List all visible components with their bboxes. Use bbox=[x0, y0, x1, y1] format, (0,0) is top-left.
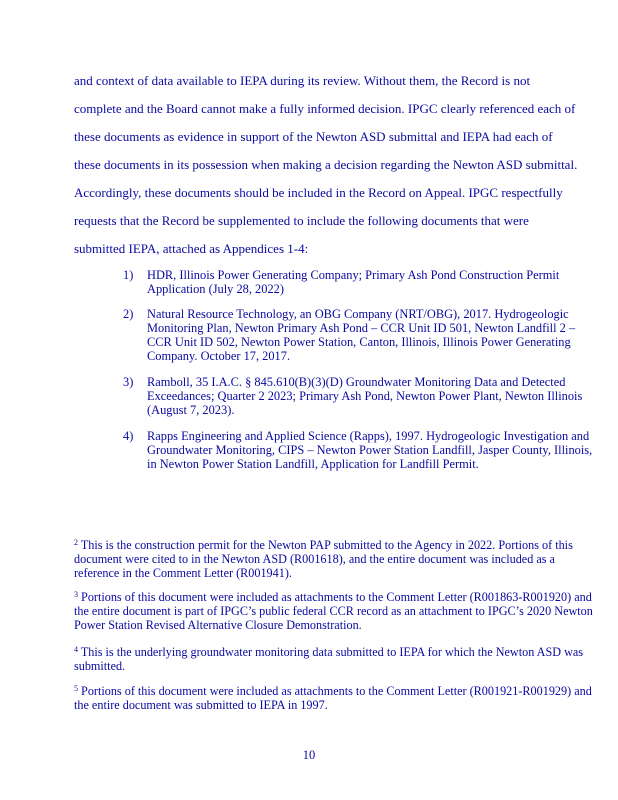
body-line: Accordingly, these documents should be included in the Record on Appeal. IPGC respectfully bbox=[74, 185, 563, 200]
list-number: 3) bbox=[123, 375, 134, 389]
footnote bbox=[74, 590, 594, 632]
list-number: 1) bbox=[123, 268, 134, 282]
footnote-text: This is the underlying groundwater monitoring data submitted to IEPA for which the Newton ASD was submitted. bbox=[74, 645, 584, 673]
body-line: complete and the Board cannot make a fully informed decision. IPGC clearly referenced each of bbox=[74, 101, 576, 116]
footnote-mark: 3 bbox=[74, 590, 78, 599]
footnote bbox=[74, 684, 594, 712]
list-number: 2) bbox=[123, 307, 134, 321]
list-text: HDR, Illinois Power Generating Company; Primary Ash Pond Construction Permit Application (July 28, 2022) bbox=[147, 268, 560, 296]
body-line: requests that the Record be supplemented to include the following documents that were bbox=[74, 213, 529, 228]
list-text: Natural Resource Technology, an OBG Company (NRT/OBG), 2017. Hydrogeologic Monitoring Plan, Newton Primary Ash Pond – CCR Unit ID 501, Newton Landfill 2 – CCR Unit ID 502, Newton Power Station, Canton, Illinois, Illinois Power Generating Company. October 17, 2017. bbox=[147, 307, 576, 363]
footnote-mark: 4 bbox=[74, 645, 78, 654]
body-line: and context of data available to IEPA during its review. Without them, the Record is not bbox=[74, 73, 531, 88]
list-text: Ramboll, 35 I.A.C. § 845.610(B)(3)(D) Groundwater Monitoring Data and Detected Exceedances; Quarter 2 2023; Primary Ash Pond, Newton Power Plant, Newton Illinois (August 7, 2023). bbox=[147, 375, 583, 417]
footnote bbox=[74, 538, 594, 580]
list-number: 4) bbox=[123, 429, 134, 443]
body-line: these documents in its possession when making a decision regarding the Newton ASD submittal. bbox=[74, 157, 578, 172]
page-number: 10 bbox=[302, 748, 316, 762]
footnote-mark: 5 bbox=[74, 684, 78, 693]
footnote-text: Portions of this document were included as attachments to the Comment Letter (R001921-R001929) and the entire document was submitted to IEPA in 1997. bbox=[74, 684, 592, 712]
footnote bbox=[74, 645, 594, 673]
footnote-mark: 2 bbox=[74, 538, 78, 547]
footnote-text: Portions of this document were included as attachments to the Comment Letter (R001863-R001920) and the entire document is part of IPGC’s public federal CCR record as an attachment to IPGC’s 2020 Newton Power Station Revised Alternative Closure Demonstration. bbox=[74, 590, 593, 632]
body-line: these documents as evidence in support of the Newton ASD submittal and IEPA had each of bbox=[74, 129, 553, 144]
list-text: Rapps Engineering and Applied Science (Rapps), 1997. Hydrogeologic Investigation and Groundwater Monitoring, CIPS – Newton Power Station Landfill, Jasper County, Illinois, in Newton Power Station Landfill, Application for Landfill Permit. bbox=[147, 429, 593, 471]
footnote-text: This is the construction permit for the Newton PAP submitted to the Agency in 2022. Portions of this document were cited to in the Newton ASD (R001618), and the entire document was included as a reference in the Comment Letter (R001941). bbox=[74, 538, 573, 580]
body-line: submitted IEPA, attached as Appendices 1-4: bbox=[74, 241, 309, 256]
